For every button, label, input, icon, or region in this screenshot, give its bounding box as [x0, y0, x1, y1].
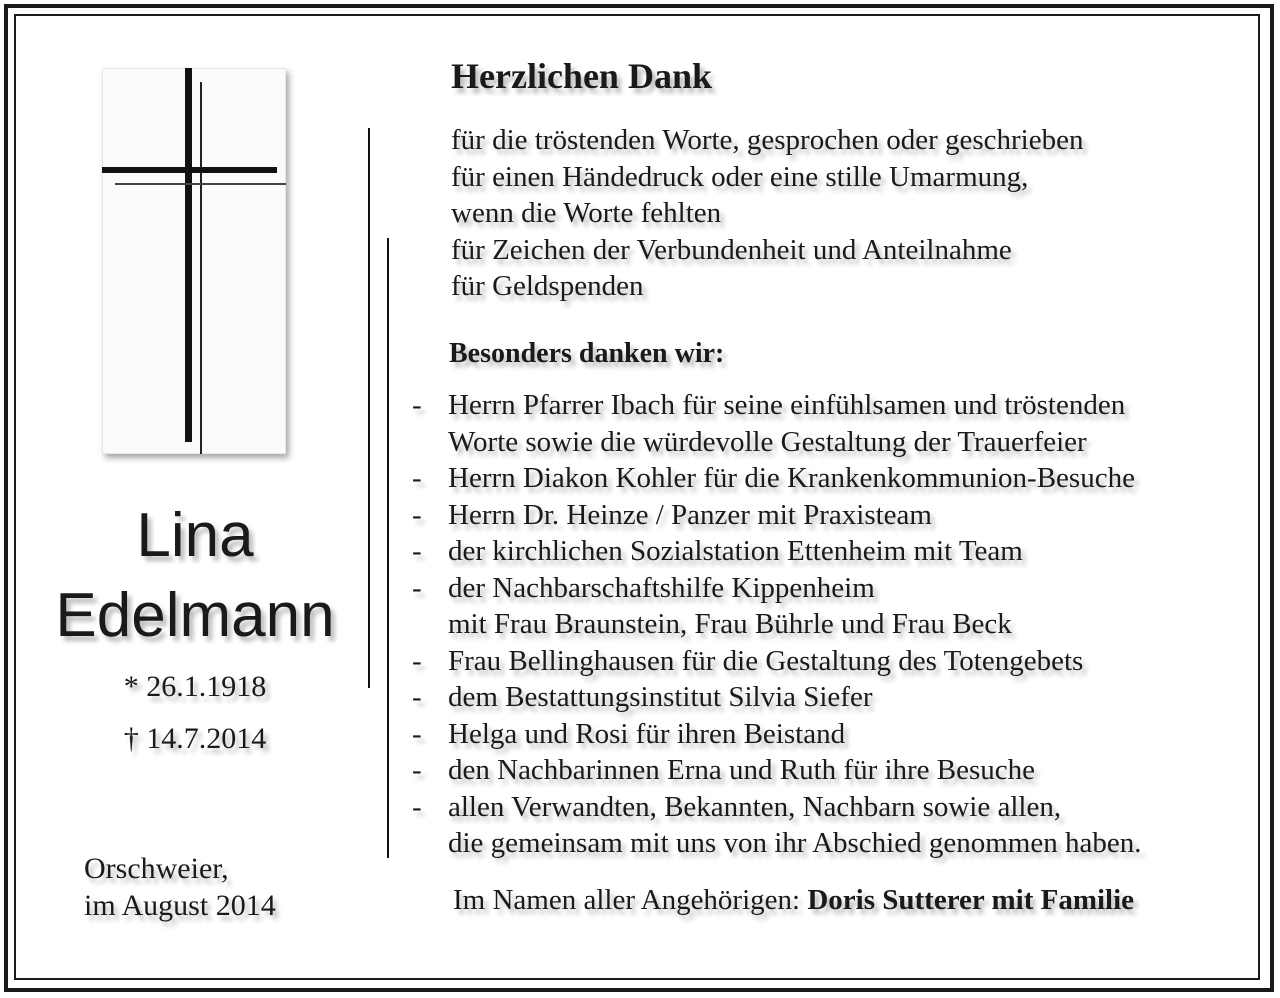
page-title: Herzlichen Dank — [451, 56, 712, 96]
thanks-line: wenn die Worte fehlten — [451, 197, 722, 229]
list-marker: - — [412, 571, 422, 604]
list-marker: - — [412, 717, 422, 750]
list-marker: - — [412, 681, 422, 713]
death-date: † 14.7.2014 — [123, 722, 267, 755]
list-item: - Herrn Dr. Heinze / Panzer mit Praxisteam — [412, 497, 1141, 534]
signoff — [453, 886, 1134, 915]
list-item: - allen Verwandten, Bekannten, Nachbarn sowie allen, die gemeinsam mit uns von ihr Abschied genommen haben. — [412, 790, 1142, 859]
signoff-prefix: Im Namen aller Angehörigen: — [453, 884, 801, 916]
list-item: - Herrn Pfarrer Ibach für seine einfühlsamen und tröstenden Worte sowie die würdevolle Gestaltung der Trauerfeier — [412, 389, 1126, 458]
list-marker: - — [412, 498, 422, 531]
list-marker: - — [412, 790, 422, 823]
thanks-line: für Zeichen der Verbundenheit und Anteilnahme — [451, 233, 1012, 266]
list-item: - Frau Bellinghausen für die Gestaltung des Totengebets — [412, 643, 1141, 680]
thanks-line: für einen Händedruck oder eine stille Umarmung, — [451, 160, 1029, 193]
deceased-last-name: Edelmann — [55, 581, 335, 650]
list-item: - den Nachbarinnen Erna und Ruth für ihre Besuche — [412, 752, 1141, 789]
thanks-lines — [451, 122, 1083, 305]
divider-line — [387, 238, 389, 858]
divider-line — [368, 128, 370, 688]
list-marker: - — [412, 535, 422, 567]
list-item: - der kirchlichen Sozialstation Ettenheim mit Team — [412, 533, 1141, 570]
list-marker: - — [412, 389, 422, 421]
thanks-list — [412, 387, 1141, 862]
cross-icon — [102, 68, 286, 454]
list-item: - Herrn Diakon Kohler für die Krankenkommunion-Besuche — [412, 460, 1141, 497]
thanks-line: für die tröstenden Worte, gesprochen oder geschrieben — [451, 124, 1084, 156]
list-item: - dem Bestattungsinstitut Silvia Siefer — [412, 679, 1141, 716]
place-line-2: im August 2014 — [84, 889, 276, 922]
signoff-name: Doris Sutterer mit Familie — [807, 884, 1135, 916]
thanks-line: für Geldspenden — [451, 270, 644, 302]
list-marker: - — [412, 754, 422, 786]
birth-date: * 26.1.1918 — [123, 670, 267, 703]
list-marker: - — [412, 644, 422, 677]
place-line-1: Orschweier, — [84, 852, 229, 885]
list-marker: - — [412, 462, 422, 494]
list-item: - Helga und Rosi für ihren Beistand — [412, 716, 1141, 753]
section-heading: Besonders danken wir: — [449, 338, 725, 369]
list-item: - der Nachbarschaftshilfe Kippenheim mit Frau Braunstein, Frau Bührle und Frau Beck — [412, 571, 1012, 640]
deceased-first-name: Lina — [136, 501, 254, 570]
